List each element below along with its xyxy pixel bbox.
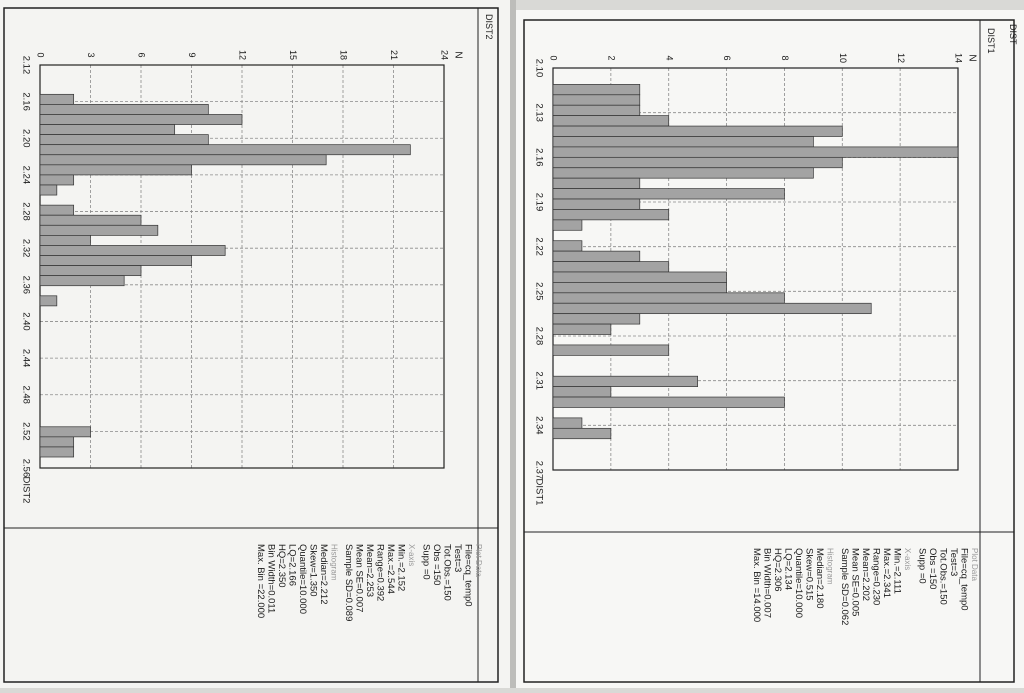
histogram-bar <box>553 220 582 230</box>
series-axis-label: DIST2 <box>20 476 32 504</box>
bin-tick-label: 2.25 <box>533 282 545 301</box>
stats-line: Supp =0 <box>916 548 928 584</box>
histogram-bar <box>553 324 611 334</box>
stats-line: Test=3 <box>452 544 463 573</box>
count-tick-label: 0 <box>548 55 559 61</box>
histogram-bar <box>40 266 141 276</box>
bin-tick-label: 2.40 <box>20 312 32 331</box>
stats-line: Tot.Obs.=150 <box>937 548 949 605</box>
bin-tick-label: 2.31 <box>533 371 545 390</box>
stats-line: LQ=2.166 <box>286 544 298 586</box>
bin-tick-label: 2.37 <box>533 460 545 480</box>
count-tick-label: 24 <box>439 49 450 61</box>
count-tick-label: 6 <box>136 52 147 58</box>
histogram-bar <box>40 185 57 195</box>
histogram-bar <box>40 175 74 185</box>
histogram-bar <box>553 178 640 188</box>
count-axis-label: N <box>452 51 464 59</box>
stats-group-heading: X-axis <box>407 544 416 567</box>
count-tick-label: 0 <box>35 52 46 58</box>
page-dist2-title: DIST2 <box>484 14 494 40</box>
stats-line: File=cq_temp0 <box>958 548 970 611</box>
bin-tick-label: 2.20 <box>20 129 32 148</box>
bin-tick-label: 2.16 <box>533 148 545 167</box>
page-dist2 <box>0 0 515 688</box>
stats-line: Quantile=10.000 <box>793 548 804 618</box>
stats-line: Obs =150 <box>927 548 938 590</box>
histogram-bar <box>40 145 410 155</box>
bin-tick-label: 2.56 <box>20 458 32 478</box>
bin-tick-label: 2.19 <box>533 192 545 212</box>
bin-tick-label: 2.16 <box>20 92 32 111</box>
histogram-bar <box>553 126 842 136</box>
histogram-bar <box>40 205 74 215</box>
stats-line: Range=0.230 <box>870 548 882 606</box>
histogram-bar <box>553 397 784 407</box>
histogram-bar <box>40 135 208 145</box>
histogram-bar <box>553 314 640 324</box>
histogram-bar <box>553 251 640 261</box>
bin-tick-label: 2.10 <box>533 58 545 78</box>
stats-line: Test=3 <box>948 548 959 577</box>
bin-tick-label: 2.32 <box>20 238 32 258</box>
count-tick-label: 15 <box>288 49 299 61</box>
histogram-bar <box>553 147 958 157</box>
spine-shadow <box>510 0 516 688</box>
stats-group-heading: Plot Data <box>970 548 979 581</box>
histogram-bar <box>553 209 669 219</box>
count-tick-label: 12 <box>895 52 906 64</box>
histogram-bar <box>553 293 784 303</box>
histogram-bar <box>553 95 640 105</box>
stats-line: Mean=2.253 <box>364 544 375 598</box>
series-axis-label: DIST1 <box>533 478 545 506</box>
histogram-bar <box>553 418 582 428</box>
count-tick-label: 21 <box>389 49 400 61</box>
stats-line: Mean SE=0.005 <box>849 548 861 617</box>
count-axis-label: N <box>966 54 978 62</box>
stats-line: Max. Bin =14.000 <box>751 548 762 623</box>
count-tick-label: 8 <box>780 55 791 61</box>
stats-line: Skew=1.350 <box>307 544 319 597</box>
stats-line: Max.=2.544 <box>385 544 396 594</box>
stats-line: Max. Bin =22.000 <box>255 544 266 619</box>
count-tick-label: 6 <box>722 55 733 61</box>
bin-tick-label: 2.28 <box>20 202 32 221</box>
stats-line: HQ=2.306 <box>772 548 783 592</box>
stats-line: Quantile=10.000 <box>297 544 308 614</box>
bin-tick-label: 2.36 <box>20 275 32 295</box>
histogram-bar <box>553 345 669 355</box>
histogram-bar <box>40 427 91 437</box>
stats-line: Mean SE=0.007 <box>353 544 365 613</box>
histogram-bar <box>40 245 225 255</box>
stats-group-heading: Plot Data <box>474 544 483 577</box>
bin-tick-label: 2.12 <box>20 55 32 75</box>
stats-line: Obs =150 <box>431 544 442 586</box>
stats-line: Range=0.392 <box>374 544 386 602</box>
bin-tick-label: 2.52 <box>20 422 32 441</box>
stats-group-heading: Histogram <box>329 544 339 581</box>
stats-line: Max.=2.341 <box>881 548 892 598</box>
histogram-bar <box>553 428 611 438</box>
count-tick-label: 3 <box>86 52 97 58</box>
histogram-bar <box>40 104 208 114</box>
histogram-bar <box>553 262 669 272</box>
stats-group-heading: Histogram <box>825 548 835 585</box>
stats-line: Median=2.212 <box>318 544 329 605</box>
histogram-bar <box>40 114 242 124</box>
histogram-bar <box>40 276 124 286</box>
histogram-bar <box>553 282 727 292</box>
stats-line: Min.=2.152 <box>395 544 407 592</box>
histogram-bar <box>40 447 74 457</box>
count-tick-label: 14 <box>953 52 964 64</box>
stats-line: File=cq_temp0 <box>462 544 474 607</box>
histogram-bar <box>553 241 582 251</box>
stats-line: LQ=2.134 <box>782 548 794 590</box>
count-tick-label: 18 <box>338 49 349 61</box>
count-tick-label: 10 <box>837 52 848 64</box>
bin-tick-label: 2.24 <box>20 165 32 185</box>
histogram-bar <box>553 387 611 397</box>
stats-line: Supp =0 <box>420 544 432 580</box>
stats-line: Tot.Obs.=150 <box>441 544 453 601</box>
histogram-bar <box>553 303 871 313</box>
stats-line: Mean=2.202 <box>860 548 871 602</box>
bin-tick-label: 2.13 <box>533 103 545 122</box>
histogram-bar <box>553 84 640 94</box>
histogram-bar <box>40 296 57 306</box>
count-tick-label: 12 <box>237 49 248 61</box>
histogram-bar <box>553 199 640 209</box>
stats-line: Bin Width=0.007 <box>761 548 773 618</box>
histogram-bar <box>553 157 842 167</box>
histogram-bar <box>553 189 784 199</box>
histogram-bar <box>40 165 192 175</box>
histogram-bar <box>553 136 813 146</box>
histogram-bar <box>40 94 74 104</box>
histogram-bar <box>40 235 91 245</box>
stats-line: Min.=2.111 <box>891 548 903 594</box>
bin-tick-label: 2.34 <box>533 416 545 435</box>
count-tick-label: 2 <box>606 55 617 61</box>
page-dist1-corner-text: DIST <box>1008 24 1018 45</box>
stats-line: Sample SD=0.089 <box>343 544 354 622</box>
histogram-bar <box>553 272 727 282</box>
histogram-bar <box>40 256 192 266</box>
histogram-bar <box>553 116 669 126</box>
bin-tick-label: 2.28 <box>533 326 545 346</box>
page-dist1-title: DIST1 <box>986 28 996 54</box>
histogram-bar <box>40 125 175 135</box>
count-tick-label: 4 <box>664 55 675 61</box>
bin-tick-label: 2.22 <box>533 237 545 256</box>
histogram-bar <box>40 215 141 225</box>
stats-line: Bin Width=0.011 <box>265 544 277 614</box>
histogram-bar <box>40 155 326 165</box>
count-tick-label: 9 <box>187 52 198 58</box>
page-dist1 <box>512 10 1024 688</box>
bin-tick-label: 2.48 <box>20 385 32 404</box>
histogram-bar <box>40 437 74 447</box>
stats-line: Median=2.180 <box>814 548 825 609</box>
stats-line: Sample SD=0.062 <box>839 548 850 626</box>
stats-line: HQ=2.350 <box>276 544 287 588</box>
histogram-bar <box>553 376 698 386</box>
stats-group-heading: X-axis <box>903 548 912 571</box>
histogram-bar <box>553 168 813 178</box>
histogram-bar <box>553 105 640 115</box>
histogram-bar <box>40 225 158 235</box>
bin-tick-label: 2.44 <box>20 348 32 368</box>
stats-line: Skew=0.515 <box>803 548 815 601</box>
